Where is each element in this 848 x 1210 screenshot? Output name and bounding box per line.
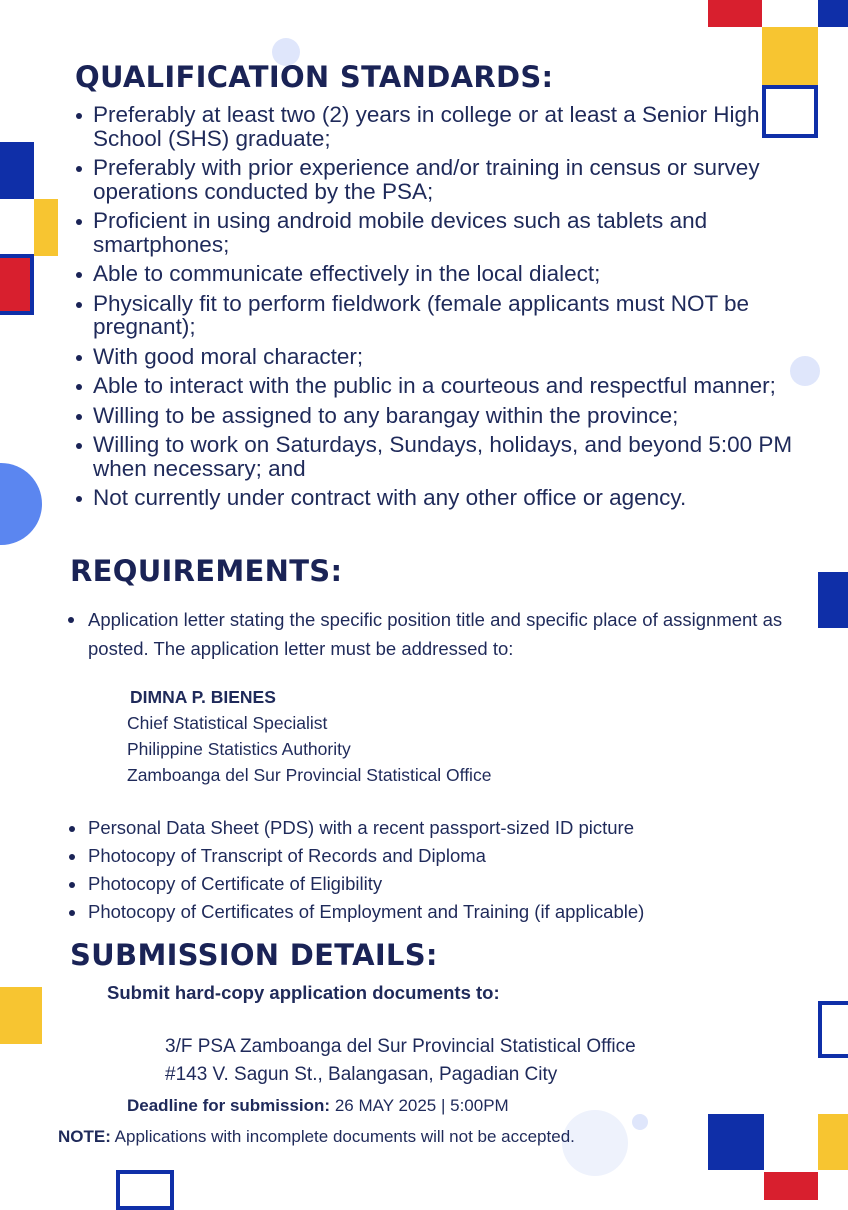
addressee-org: Philippine Statistics Authority (127, 739, 351, 759)
qualification-heading: QUALIFICATION STANDARDS: (75, 60, 554, 94)
list-item: Photocopy of Certificate of Eligibility (88, 870, 808, 898)
decor-blue-square-left (0, 142, 34, 199)
decor-red-square (708, 0, 762, 27)
list-item: Willing to be assigned to any barangay within the province; (93, 404, 813, 428)
list-item: Willing to work on Saturdays, Sundays, holidays, and beyond 5:00 PM when necessary; and (93, 433, 813, 480)
addressee-name: DIMNA P. BIENES (130, 687, 276, 707)
decor-blue-square (818, 0, 848, 27)
decor-blue-outline-bottom (116, 1170, 174, 1210)
list-item: Able to communicate effectively in the local dialect; (93, 262, 813, 286)
decor-blue-outline-left (0, 254, 34, 315)
list-item: With good moral character; (93, 345, 813, 369)
addressee-title: Chief Statistical Specialist (127, 713, 328, 733)
deadline-value: 26 MAY 2025 | 5:00PM (330, 1096, 509, 1115)
list-item: Photocopy of Certificates of Employment and Training (if applicable) (88, 898, 808, 926)
list-item: Preferably at least two (2) years in college or at least a Senior High School (SHS) graduate; (93, 103, 813, 150)
deadline-line (127, 1096, 509, 1116)
list-item: Not currently under contract with any other office or agency. (93, 486, 813, 510)
decor-blue-half-circle (0, 463, 42, 545)
decor-small-circle-bottom (632, 1114, 648, 1130)
qualification-list (93, 103, 813, 516)
note-text: Applications with incomplete documents will not be accepted. (110, 1127, 575, 1146)
decor-blue-outline-right (818, 1001, 848, 1058)
decor-blue-square-bottom (708, 1114, 764, 1170)
list-item: Able to interact with the public in a courteous and respectful manner; (93, 374, 813, 398)
note-line (58, 1127, 575, 1147)
deadline-label: Deadline for submission: (127, 1096, 331, 1115)
list-item: Preferably with prior experience and/or training in census or survey operations conducted by the PSA; (93, 156, 813, 203)
addressee-block (127, 684, 491, 788)
decor-blue-strip-right (818, 572, 848, 628)
list-item: Physically fit to perform fieldwork (female applicants must NOT be pregnant); (93, 292, 813, 339)
list-item: Application letter stating the specific position title and specific place of assignment as posted. The application letter must be addressed to: (88, 605, 808, 663)
decor-yellow-square-bottom-left (0, 987, 42, 1044)
decor-yellow-square (762, 27, 818, 85)
requirements-list (88, 814, 808, 926)
addressee-office: Zamboanga del Sur Provincial Statistical Office (127, 765, 492, 785)
submission-address-line1: 3/F PSA Zamboanga del Sur Provincial Statistical Office (165, 1036, 636, 1057)
decor-yellow-square-bottom (818, 1114, 848, 1170)
decor-red-square-bottom (764, 1172, 818, 1200)
submission-heading: SUBMISSION DETAILS: (70, 938, 438, 972)
submission-intro: Submit hard-copy application documents to: (107, 982, 500, 1003)
note-label: NOTE: (58, 1127, 111, 1146)
requirements-heading: REQUIREMENTS: (70, 554, 343, 588)
list-item: Proficient in using android mobile devices such as tablets and smartphones; (93, 209, 813, 256)
list-item: Photocopy of Transcript of Records and Diploma (88, 842, 808, 870)
decor-yellow-strip-left (34, 199, 58, 256)
submission-address-line2: #143 V. Sagun St., Balangasan, Pagadian City (165, 1064, 558, 1085)
requirements-first-list (88, 605, 808, 663)
list-item: Personal Data Sheet (PDS) with a recent passport-sized ID picture (88, 814, 808, 842)
